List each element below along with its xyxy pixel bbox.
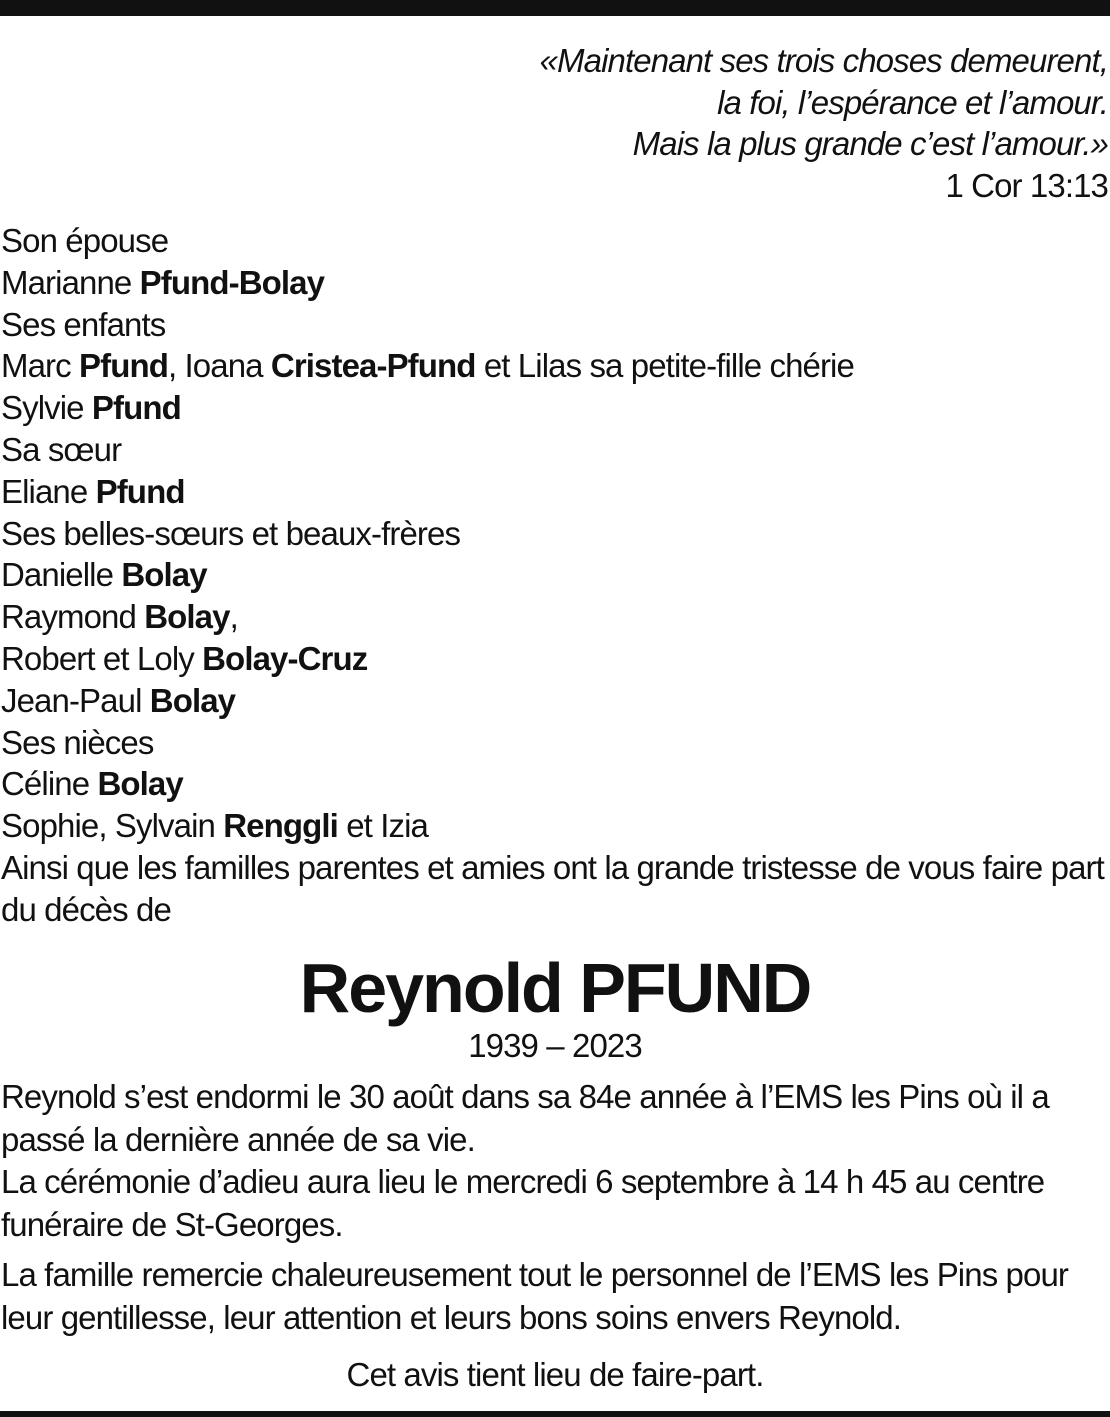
last-name: Bolay-Cruz xyxy=(202,639,368,677)
last-name: Bolay xyxy=(149,681,236,719)
last-name: Pfund xyxy=(95,472,185,510)
first-name: Sophie, Sylvain xyxy=(1,807,224,845)
sister-heading: Sa sœur xyxy=(1,430,122,468)
quote-line-3: Mais la plus grande c’est l’amour.» xyxy=(632,125,1108,162)
last-name: Bolay xyxy=(144,598,230,636)
first-name: Danielle xyxy=(1,556,122,594)
last-name: Pfund xyxy=(91,389,181,427)
first-name: Sylvie xyxy=(1,389,92,427)
deceased-block xyxy=(0,948,1110,1064)
nieces-heading: Ses nièces xyxy=(1,723,154,761)
niece-entry xyxy=(1,763,1109,805)
trailing-text: et Lilas sa petite-fille chérie xyxy=(475,347,854,385)
quote-reference: 1 Cor 13:13 xyxy=(945,166,1108,204)
bottom-border-rule xyxy=(0,1411,1110,1417)
niece-entry xyxy=(1,805,1109,847)
inlaw-entry xyxy=(1,680,1109,722)
top-border-rule xyxy=(0,0,1110,16)
bible-quote xyxy=(540,40,1108,206)
last-name: Bolay xyxy=(97,765,183,803)
announcement-text: Ainsi que les familles parentes et amies ont la grande tristesse de vous faire part du décès de xyxy=(1,848,1104,928)
inlaws-heading: Ses belles-sœurs et beaux-frères xyxy=(1,514,461,552)
last-name: Pfund xyxy=(79,347,168,385)
trailing-text: et Izia xyxy=(337,807,428,845)
family-list xyxy=(1,220,1109,931)
passing-paragraph: Reynold s’est endormi le 30 août dans sa 84e année à l’EMS les Pins où il a passé la dernière année de sa vie. xyxy=(1,1078,1049,1158)
thanks-paragraph: La famille remercie chaleureusement tout le personnel de l’EMS les Pins pour leur gentillesse, leur attention et leurs bons soins envers Reynold. xyxy=(1,1256,1069,1336)
last-name: Bolay xyxy=(121,556,207,594)
first-name: Marc xyxy=(1,347,80,385)
first-name: Jean-Paul xyxy=(1,681,150,719)
children-line-1 xyxy=(1,345,1109,387)
sister-name xyxy=(1,471,1109,513)
first-name: Marianne xyxy=(1,263,140,301)
last-name: Pfund-Bolay xyxy=(139,263,325,301)
quote-line-1: «Maintenant ses trois choses demeurent, xyxy=(539,42,1108,79)
last-name: Cristea-Pfund xyxy=(270,347,476,385)
last-name: Renggli xyxy=(223,807,338,845)
inlaw-entry xyxy=(1,596,1109,638)
first-name: Céline xyxy=(1,765,98,803)
spouse-name xyxy=(1,262,1109,304)
children-line-2 xyxy=(1,387,1109,429)
children-heading: Ses enfants xyxy=(1,305,166,343)
closing-line: Cet avis tient lieu de faire-part. xyxy=(346,1356,764,1393)
separator-text: , Ioana xyxy=(168,347,271,385)
spouse-heading: Son épouse xyxy=(1,222,169,259)
first-name: Robert et Loly xyxy=(1,639,203,677)
quote-line-2: la foi, l’espérance et l’amour. xyxy=(717,83,1108,121)
first-name: Raymond xyxy=(1,598,145,636)
ceremony-paragraph: La cérémonie d’adieu aura lieu le mercredi 6 septembre à 14 h 45 au centre funéraire de St-Georges. xyxy=(1,1163,1045,1243)
first-name: Eliane xyxy=(1,472,96,510)
trailing-text: , xyxy=(229,598,238,636)
life-dates: 1939 – 2023 xyxy=(468,1027,642,1064)
inlaw-entry xyxy=(1,554,1109,596)
inlaw-entry xyxy=(1,638,1109,680)
deceased-name: Reynold PFUND xyxy=(299,949,811,1027)
notice-body xyxy=(1,1076,1109,1339)
